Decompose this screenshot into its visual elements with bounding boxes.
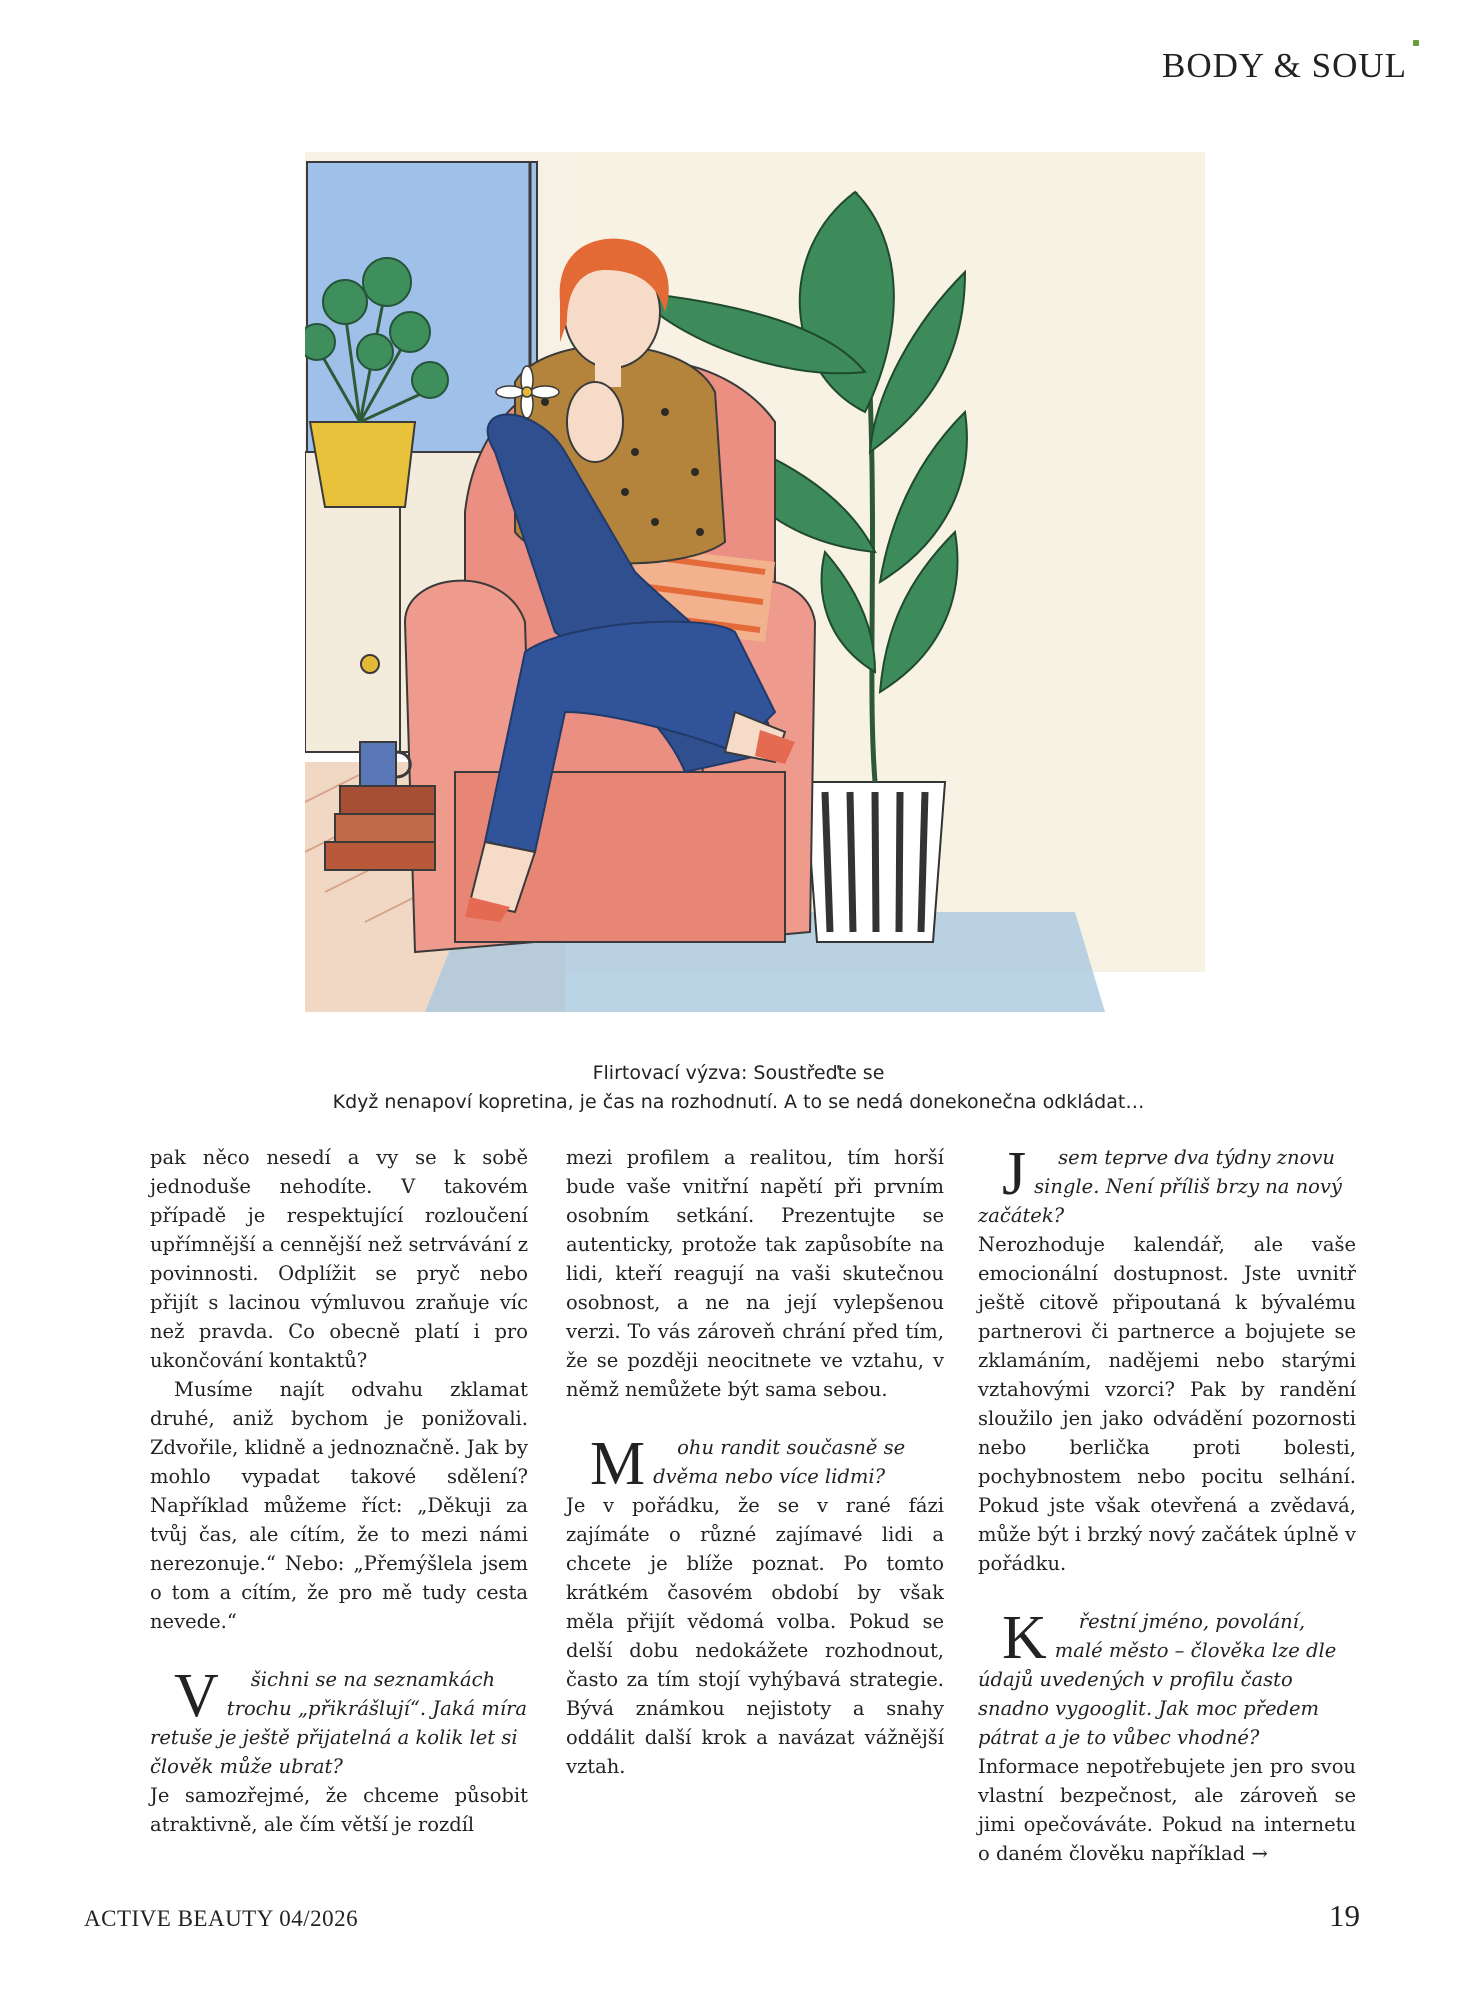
paragraph: mezi profilem a realitou, tím horší bude vaše vnitřní napětí při prvním osobním setkání. Prezentujte se autenticky, protože tak zapůsobíte na lidi, kteří reagují na vaši skutečnou osobnost, a ne na její vylepšenou verzi. To vás zároveň chrání před tím, že se později neocitnete ve vztahu, v němž nemůžete být sama sebou. <box>566 1146 944 1401</box>
paragraph: Musíme najít odvahu zklamat druhé, aniž bychom je ponižovali. Zdvořile, klidně a jednoznačně. Jak by mohlo vypadat takové sdělení? Například můžeme říct: „Děkuji za tvůj čas, ale cítím, že to mezi námi nerezonuje.“ Nebo: „Přemýšlela jsem o tom a cítím, že pro mě tudy cesta nevede.“ <box>150 1378 528 1633</box>
drop-cap: K <box>1002 1604 1047 1672</box>
text-column-2 <box>566 1143 944 1781</box>
drop-cap: J <box>1002 1140 1027 1208</box>
paragraph: Je v pořádku, že se v rané fázi zajímáte o různé zajímavé lidi a chcete je blíže poznat. Po tomto krátkém časovém období by však měla přijít vědomá volba. Pokud se delší dobu nedokážete rozhodnout, často za tím stojí vyhýbavá strategie. Bývá známkou nejistoty a snahy oddálit další krok a navázat vážnější vztah. <box>566 1494 944 1778</box>
page-number: 19 <box>1329 1898 1360 1933</box>
caption-subtitle: Když nenapoví kopretina, je čas na rozhodnutí. A to se nedá donekonečna odkládat… <box>332 1091 1145 1113</box>
drop-cap: M <box>590 1430 646 1498</box>
paragraph: pak něco nesedí a vy se k sobě jednoduše nehodíte. V takovém případě je respektující rozloučení upřímnější a cennější než setrvávání z povinnosti. Odplížit se pryč nebo přijít s lacinou výmluvou zraňuje víc než pravda. Co obecně platí i pro ukončování kontaktů? <box>150 1146 528 1372</box>
continue-arrow-icon: → <box>1251 1842 1268 1865</box>
question-heading: K řestní jméno, povolání, malé město – člověka lze dle údajů uvedených v profilu často snadno vygooglit. Jak moc předem pátrat a je to vůbec vhodné? <box>978 1604 1337 1749</box>
question-heading: M ohu randit současně se dvěma nebo více lidmi? <box>566 1433 944 1491</box>
paragraph: Informace nepotřebujete jen pro svou vlastní bezpečnost, ale zároveň se jimi opečováváte. Pokud na internetu o daném člověku například → <box>978 1755 1356 1865</box>
question-heading: V šichni se na seznamkách trochu „přikrášlují“. Jaká míra retuše je ještě přijatelná a kolik let si člověk může ubrat? <box>150 1662 528 1778</box>
caption-title: Flirtovací výzva: Soustřeďte se <box>592 1062 885 1084</box>
paragraph: Je samozřejmé, že chceme působit atraktivně, ale čím větší je rozdíl <box>150 1784 528 1836</box>
section-title: BODY & SOUL <box>1162 46 1407 85</box>
question-heading: J sem teprve dva týdny znovu single. Není příliš brzy na nový začátek? <box>978 1140 1342 1227</box>
brand-dot <box>1413 40 1419 46</box>
figure-caption <box>0 1059 1477 1117</box>
magazine-issue: ACTIVE BEAUTY 04/2026 <box>84 1906 359 1931</box>
drop-cap: V <box>174 1662 219 1730</box>
paragraph: Nerozhoduje kalendář, ale vaše emocionální dostupnost. Jste uvnitř ještě citově připoutaná k bývalému partnerovi či partnerce a bojujete se zklamáním, nadějemi nebo starými vztahovými vzorci? Pak by randění sloužilo jen jako odvádění pozornosti nebo berlička proti bolesti, pochybnostem nebo pocitu selhání. Pokud jste však otevřená a zvědavá, může být i brzký nový začátek úplně v pořádku. <box>978 1233 1356 1575</box>
text-column-3 <box>978 1140 1356 1868</box>
illustration-woman-in-armchair <box>305 152 1205 1032</box>
text-column-1 <box>150 1143 528 1839</box>
